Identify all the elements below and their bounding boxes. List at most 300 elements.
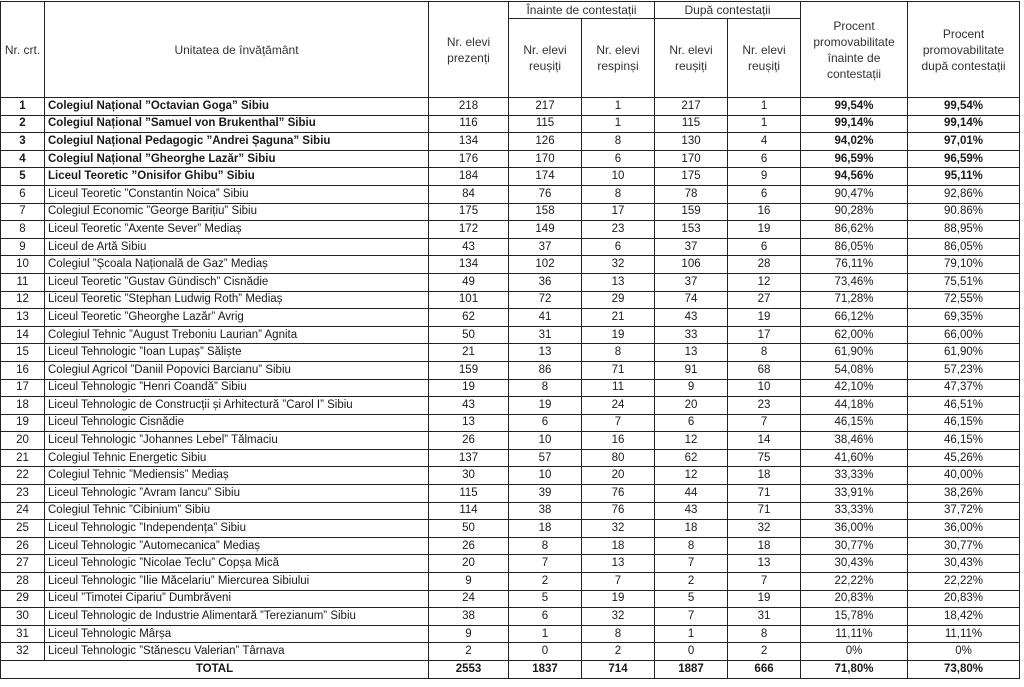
respinsi-inainte-cell: 16 [582, 432, 655, 450]
col-dupa-cell: 71 [728, 502, 801, 520]
header-group-dupa: După contestații [655, 2, 801, 19]
table-row [1, 432, 1020, 450]
school-name: Liceul Tehnologic de Construcții și Arhitectură ”Carol I” Sibiu [45, 397, 429, 415]
procent-dupa-cell: 75,51% [908, 273, 1020, 291]
row-number: 32 [1, 643, 45, 661]
reusiti-inainte-cell: 8 [509, 379, 582, 397]
procent-dupa-cell: 20,83% [908, 590, 1020, 608]
prezenti-cell: 184 [429, 168, 509, 186]
school-name: Liceul Tehnologic Cisnădie [45, 414, 429, 432]
col-dupa-cell: 14 [728, 432, 801, 450]
procent-dupa-cell: 40,00% [908, 467, 1020, 485]
procent-inainte-cell: 94,02% [801, 133, 908, 151]
procent-dupa-cell: 46,15% [908, 432, 1020, 450]
table-row [1, 344, 1020, 362]
col-dupa-cell: 28 [728, 256, 801, 274]
school-name: Liceul Teoretic ”Axente Sever” Mediaș [45, 221, 429, 239]
prezenti-cell: 20 [429, 555, 509, 573]
total-reusiti-inainte: 1837 [509, 661, 582, 679]
row-number: 18 [1, 397, 45, 415]
col-dupa-cell: 10 [728, 379, 801, 397]
col-dupa-cell: 13 [728, 555, 801, 573]
procent-inainte-cell: 99,14% [801, 115, 908, 133]
reusiti-dupa-cell: 37 [655, 238, 728, 256]
reusiti-inainte-cell: 174 [509, 168, 582, 186]
reusiti-dupa-cell: 74 [655, 291, 728, 309]
procent-dupa-cell: 69,35% [908, 309, 1020, 327]
procent-dupa-cell: 11,11% [908, 625, 1020, 643]
col-dupa-cell: 7 [728, 573, 801, 591]
col-dupa-cell: 18 [728, 537, 801, 555]
procent-inainte-cell: 90,47% [801, 185, 908, 203]
row-number: 2 [1, 115, 45, 133]
prezenti-cell: 172 [429, 221, 509, 239]
table-row [1, 133, 1020, 151]
col-dupa-cell: 6 [728, 185, 801, 203]
row-number: 19 [1, 414, 45, 432]
respinsi-inainte-cell: 76 [582, 502, 655, 520]
table-body [1, 98, 1020, 661]
procent-inainte-cell: 86,05% [801, 238, 908, 256]
reusiti-inainte-cell: 57 [509, 449, 582, 467]
table-row [1, 238, 1020, 256]
row-number: 30 [1, 608, 45, 626]
row-number: 17 [1, 379, 45, 397]
respinsi-inainte-cell: 32 [582, 608, 655, 626]
header-dupa-col2: Nr. elevi reușiți [728, 19, 801, 98]
table-row [1, 608, 1020, 626]
table-row [1, 221, 1020, 239]
prezenti-cell: 62 [429, 309, 509, 327]
respinsi-inainte-cell: 24 [582, 397, 655, 415]
table-row [1, 397, 1020, 415]
school-name: Colegiul ”Școala Națională de Gaz” Mediaș [45, 256, 429, 274]
respinsi-inainte-cell: 18 [582, 537, 655, 555]
reusiti-inainte-cell: 18 [509, 520, 582, 538]
results-table [0, 1, 1020, 679]
col-dupa-cell: 2 [728, 643, 801, 661]
row-number: 3 [1, 133, 45, 151]
row-number: 15 [1, 344, 45, 362]
procent-dupa-cell: 46,51% [908, 397, 1020, 415]
table-row [1, 98, 1020, 116]
prezenti-cell: 38 [429, 608, 509, 626]
respinsi-inainte-cell: 6 [582, 238, 655, 256]
table-row [1, 309, 1020, 327]
respinsi-inainte-cell: 8 [582, 185, 655, 203]
row-number: 24 [1, 502, 45, 520]
prezenti-cell: 43 [429, 238, 509, 256]
prezenti-cell: 24 [429, 590, 509, 608]
total-procent-inainte: 71,80% [801, 661, 908, 679]
col-dupa-cell: 19 [728, 590, 801, 608]
reusiti-dupa-cell: 130 [655, 133, 728, 151]
prezenti-cell: 176 [429, 150, 509, 168]
header-prezenti: Nr. elevi prezenți [429, 2, 509, 98]
reusiti-dupa-cell: 13 [655, 344, 728, 362]
procent-dupa-cell: 66,00% [908, 326, 1020, 344]
procent-dupa-cell: 88,95% [908, 221, 1020, 239]
prezenti-cell: 114 [429, 502, 509, 520]
col-dupa-cell: 8 [728, 344, 801, 362]
row-number: 9 [1, 238, 45, 256]
reusiti-inainte-cell: 1 [509, 625, 582, 643]
respinsi-inainte-cell: 8 [582, 344, 655, 362]
reusiti-dupa-cell: 1 [655, 625, 728, 643]
prezenti-cell: 116 [429, 115, 509, 133]
col-dupa-cell: 31 [728, 608, 801, 626]
header-inainte-reusiti: Nr. elevi reușiți [509, 19, 582, 98]
row-number: 1 [1, 98, 45, 116]
reusiti-dupa-cell: 159 [655, 203, 728, 221]
header-dupa-reusiti: Nr. elevi reușiți [655, 19, 728, 98]
col-dupa-cell: 1 [728, 98, 801, 116]
procent-inainte-cell: 22,22% [801, 573, 908, 591]
total-reusiti-dupa: 1887 [655, 661, 728, 679]
respinsi-inainte-cell: 80 [582, 449, 655, 467]
procent-dupa-cell: 86,05% [908, 238, 1020, 256]
procent-inainte-cell: 33,91% [801, 485, 908, 503]
reusiti-dupa-cell: 115 [655, 115, 728, 133]
school-name: Liceul Teoretic ”Constantin Noica” Sibiu [45, 185, 429, 203]
prezenti-cell: 50 [429, 326, 509, 344]
reusiti-inainte-cell: 31 [509, 326, 582, 344]
reusiti-inainte-cell: 115 [509, 115, 582, 133]
col-dupa-cell: 16 [728, 203, 801, 221]
school-name: Liceul Tehnologic ”Nicolae Teclu” Copșa Mică [45, 555, 429, 573]
reusiti-dupa-cell: 153 [655, 221, 728, 239]
respinsi-inainte-cell: 71 [582, 361, 655, 379]
respinsi-inainte-cell: 11 [582, 379, 655, 397]
table-row [1, 467, 1020, 485]
school-name: Colegiul Agricol ”Daniil Popovici Barcianu” Sibiu [45, 361, 429, 379]
procent-dupa-cell: 99,54% [908, 98, 1020, 116]
table-row [1, 361, 1020, 379]
row-number: 31 [1, 625, 45, 643]
col-dupa-cell: 75 [728, 449, 801, 467]
procent-dupa-cell: 97,01% [908, 133, 1020, 151]
procent-inainte-cell: 44,18% [801, 397, 908, 415]
procent-dupa-cell: 45,26% [908, 449, 1020, 467]
row-number: 13 [1, 309, 45, 327]
school-name: Liceul Tehnologic Mârșa [45, 625, 429, 643]
procent-dupa-cell: 38,26% [908, 485, 1020, 503]
procent-inainte-cell: 42,10% [801, 379, 908, 397]
prezenti-cell: 84 [429, 185, 509, 203]
reusiti-dupa-cell: 6 [655, 414, 728, 432]
procent-inainte-cell: 71,28% [801, 291, 908, 309]
procent-dupa-cell: 79,10% [908, 256, 1020, 274]
prezenti-cell: 115 [429, 485, 509, 503]
row-number: 6 [1, 185, 45, 203]
reusiti-dupa-cell: 12 [655, 432, 728, 450]
table-row [1, 502, 1020, 520]
procent-dupa-cell: 22,22% [908, 573, 1020, 591]
procent-dupa-cell: 30,77% [908, 537, 1020, 555]
procent-dupa-cell: 47,37% [908, 379, 1020, 397]
school-name: Liceul Tehnologic ”Ilie Măcelariu” Miercurea Sibiului [45, 573, 429, 591]
prezenti-cell: 137 [429, 449, 509, 467]
col-dupa-cell: 9 [728, 168, 801, 186]
respinsi-inainte-cell: 13 [582, 555, 655, 573]
respinsi-inainte-cell: 7 [582, 414, 655, 432]
reusiti-inainte-cell: 72 [509, 291, 582, 309]
procent-inainte-cell: 96,59% [801, 150, 908, 168]
prezenti-cell: 49 [429, 273, 509, 291]
total-col-dupa: 666 [728, 661, 801, 679]
reusiti-dupa-cell: 78 [655, 185, 728, 203]
row-number: 11 [1, 273, 45, 291]
school-name: Colegiul Național Pedagogic ”Andrei Șaguna” Sibiu [45, 133, 429, 151]
school-name: Liceul Teoretic ”Gustav Gündisch” Cisnădie [45, 273, 429, 291]
total-row [1, 661, 1020, 679]
respinsi-inainte-cell: 32 [582, 256, 655, 274]
reusiti-dupa-cell: 5 [655, 590, 728, 608]
procent-inainte-cell: 38,46% [801, 432, 908, 450]
col-dupa-cell: 19 [728, 309, 801, 327]
respinsi-inainte-cell: 19 [582, 590, 655, 608]
row-number: 10 [1, 256, 45, 274]
row-number: 25 [1, 520, 45, 538]
procent-dupa-cell: 37,72% [908, 502, 1020, 520]
row-number: 4 [1, 150, 45, 168]
respinsi-inainte-cell: 29 [582, 291, 655, 309]
respinsi-inainte-cell: 21 [582, 309, 655, 327]
school-name: Colegiul Economic ”George Barițiu” Sibiu [45, 203, 429, 221]
header-unitate: Unitatea de învățământ [45, 2, 429, 98]
procent-inainte-cell: 0% [801, 643, 908, 661]
table-row [1, 625, 1020, 643]
respinsi-inainte-cell: 2 [582, 643, 655, 661]
procent-inainte-cell: 46,15% [801, 414, 908, 432]
reusiti-inainte-cell: 6 [509, 414, 582, 432]
table-row [1, 256, 1020, 274]
prezenti-cell: 26 [429, 537, 509, 555]
reusiti-inainte-cell: 2 [509, 573, 582, 591]
school-name: Liceul Teoretic ”Gheorghe Lazăr” Avrig [45, 309, 429, 327]
reusiti-dupa-cell: 7 [655, 608, 728, 626]
school-name: Liceul ”Timotei Cipariu” Dumbrăveni [45, 590, 429, 608]
respinsi-inainte-cell: 6 [582, 150, 655, 168]
row-number: 28 [1, 573, 45, 591]
school-name: Colegiul Național ”Samuel von Brukenthal” Sibiu [45, 115, 429, 133]
procent-inainte-cell: 73,46% [801, 273, 908, 291]
prezenti-cell: 50 [429, 520, 509, 538]
school-name: Liceul Teoretic ”Onisifor Ghibu” Sibiu [45, 168, 429, 186]
row-number: 14 [1, 326, 45, 344]
col-dupa-cell: 17 [728, 326, 801, 344]
procent-inainte-cell: 33,33% [801, 502, 908, 520]
reusiti-inainte-cell: 37 [509, 238, 582, 256]
prezenti-cell: 9 [429, 573, 509, 591]
table-row [1, 291, 1020, 309]
row-number: 27 [1, 555, 45, 573]
school-name: Colegiul Național ”Gheorghe Lazăr” Sibiu [45, 150, 429, 168]
respinsi-inainte-cell: 8 [582, 133, 655, 151]
table-row [1, 555, 1020, 573]
procent-inainte-cell: 33,33% [801, 467, 908, 485]
reusiti-dupa-cell: 20 [655, 397, 728, 415]
procent-dupa-cell: 99,14% [908, 115, 1020, 133]
table-row [1, 414, 1020, 432]
school-name: Colegiul Tehnic Energetic Sibiu [45, 449, 429, 467]
prezenti-cell: 2 [429, 643, 509, 661]
school-name: Colegiul Tehnic ”Mediensis” Mediaș [45, 467, 429, 485]
procent-dupa-cell: 90.86% [908, 203, 1020, 221]
col-dupa-cell: 8 [728, 625, 801, 643]
reusiti-inainte-cell: 13 [509, 344, 582, 362]
table-row [1, 449, 1020, 467]
table-row [1, 643, 1020, 661]
school-name: Liceul Tehnologic ”Henri Coandă” Sibiu [45, 379, 429, 397]
procent-dupa-cell: 30,43% [908, 555, 1020, 573]
row-number: 7 [1, 203, 45, 221]
col-dupa-cell: 18 [728, 467, 801, 485]
procent-inainte-cell: 94,56% [801, 168, 908, 186]
respinsi-inainte-cell: 76 [582, 485, 655, 503]
table-row [1, 379, 1020, 397]
procent-inainte-cell: 30,77% [801, 537, 908, 555]
procent-dupa-cell: 95,11% [908, 168, 1020, 186]
procent-inainte-cell: 15,78% [801, 608, 908, 626]
header-nr-crt: Nr. crt. [1, 2, 45, 98]
header-row-1 [1, 2, 1020, 19]
prezenti-cell: 159 [429, 361, 509, 379]
reusiti-dupa-cell: 12 [655, 467, 728, 485]
reusiti-inainte-cell: 19 [509, 397, 582, 415]
prezenti-cell: 30 [429, 467, 509, 485]
reusiti-dupa-cell: 8 [655, 537, 728, 555]
procent-dupa-cell: 61,90% [908, 344, 1020, 362]
procent-dupa-cell: 46,15% [908, 414, 1020, 432]
procent-dupa-cell: 0% [908, 643, 1020, 661]
reusiti-inainte-cell: 158 [509, 203, 582, 221]
reusiti-inainte-cell: 10 [509, 432, 582, 450]
reusiti-inainte-cell: 76 [509, 185, 582, 203]
reusiti-dupa-cell: 175 [655, 168, 728, 186]
total-respinsi-inainte: 714 [582, 661, 655, 679]
reusiti-inainte-cell: 86 [509, 361, 582, 379]
col-dupa-cell: 4 [728, 133, 801, 151]
procent-dupa-cell: 92,86% [908, 185, 1020, 203]
reusiti-inainte-cell: 39 [509, 485, 582, 503]
row-number: 20 [1, 432, 45, 450]
reusiti-dupa-cell: 44 [655, 485, 728, 503]
row-number: 23 [1, 485, 45, 503]
procent-inainte-cell: 41,60% [801, 449, 908, 467]
school-name: Liceul Tehnologic de Industrie Alimentară ”Terezianum” Sibiu [45, 608, 429, 626]
prezenti-cell: 21 [429, 344, 509, 362]
header-procent-inainte: Procent promovabilitate înainte de contestații [801, 2, 908, 98]
row-number: 22 [1, 467, 45, 485]
school-name: Colegiul Tehnic ”Cibinium” Sibiu [45, 502, 429, 520]
col-dupa-cell: 71 [728, 485, 801, 503]
school-name: Liceul Tehnologic ”Independența” Sibiu [45, 520, 429, 538]
prezenti-cell: 19 [429, 379, 509, 397]
school-name: Liceul Tehnologic ”Stănescu Valerian” Târnava [45, 643, 429, 661]
procent-inainte-cell: 99,54% [801, 98, 908, 116]
reusiti-dupa-cell: 106 [655, 256, 728, 274]
col-dupa-cell: 19 [728, 221, 801, 239]
procent-inainte-cell: 76,11% [801, 256, 908, 274]
prezenti-cell: 175 [429, 203, 509, 221]
school-name: Liceul Tehnologic ”Avram Iancu” Sibiu [45, 485, 429, 503]
school-name: Liceul Tehnologic ”Automecanica” Mediaș [45, 537, 429, 555]
procent-dupa-cell: 96,59% [908, 150, 1020, 168]
reusiti-inainte-cell: 5 [509, 590, 582, 608]
row-number: 8 [1, 221, 45, 239]
table-row [1, 168, 1020, 186]
procent-dupa-cell: 72,55% [908, 291, 1020, 309]
col-dupa-cell: 27 [728, 291, 801, 309]
procent-dupa-cell: 57,23% [908, 361, 1020, 379]
reusiti-dupa-cell: 0 [655, 643, 728, 661]
col-dupa-cell: 23 [728, 397, 801, 415]
prezenti-cell: 9 [429, 625, 509, 643]
reusiti-dupa-cell: 217 [655, 98, 728, 116]
procent-dupa-cell: 36,00% [908, 520, 1020, 538]
reusiti-dupa-cell: 33 [655, 326, 728, 344]
respinsi-inainte-cell: 10 [582, 168, 655, 186]
col-dupa-cell: 12 [728, 273, 801, 291]
reusiti-inainte-cell: 217 [509, 98, 582, 116]
respinsi-inainte-cell: 1 [582, 115, 655, 133]
procent-inainte-cell: 11,11% [801, 625, 908, 643]
col-dupa-cell: 6 [728, 238, 801, 256]
total-procent-dupa: 73,80% [908, 661, 1020, 679]
procent-inainte-cell: 66,12% [801, 309, 908, 327]
table-row [1, 590, 1020, 608]
prezenti-cell: 134 [429, 133, 509, 151]
procent-inainte-cell: 30,43% [801, 555, 908, 573]
reusiti-dupa-cell: 18 [655, 520, 728, 538]
reusiti-dupa-cell: 7 [655, 555, 728, 573]
row-number: 5 [1, 168, 45, 186]
reusiti-inainte-cell: 36 [509, 273, 582, 291]
reusiti-inainte-cell: 149 [509, 221, 582, 239]
reusiti-dupa-cell: 43 [655, 309, 728, 327]
school-name: Liceul Tehnologic ”Johannes Lebel” Tălmaciu [45, 432, 429, 450]
table-row [1, 273, 1020, 291]
reusiti-dupa-cell: 170 [655, 150, 728, 168]
respinsi-inainte-cell: 8 [582, 625, 655, 643]
table-row [1, 115, 1020, 133]
reusiti-inainte-cell: 41 [509, 309, 582, 327]
header-inainte-respinsi: Nr. elevi respinși [582, 19, 655, 98]
col-dupa-cell: 1 [728, 115, 801, 133]
row-number: 26 [1, 537, 45, 555]
respinsi-inainte-cell: 20 [582, 467, 655, 485]
school-name: Colegiul Național ”Octavian Goga” Sibiu [45, 98, 429, 116]
school-name: Liceul Tehnologic ”Ioan Lupaș” Săliște [45, 344, 429, 362]
reusiti-inainte-cell: 10 [509, 467, 582, 485]
procent-dupa-cell: 18,42% [908, 608, 1020, 626]
prezenti-cell: 13 [429, 414, 509, 432]
respinsi-inainte-cell: 32 [582, 520, 655, 538]
row-number: 21 [1, 449, 45, 467]
reusiti-inainte-cell: 0 [509, 643, 582, 661]
col-dupa-cell: 68 [728, 361, 801, 379]
table-row [1, 185, 1020, 203]
col-dupa-cell: 32 [728, 520, 801, 538]
reusiti-inainte-cell: 126 [509, 133, 582, 151]
respinsi-inainte-cell: 17 [582, 203, 655, 221]
row-number: 12 [1, 291, 45, 309]
reusiti-inainte-cell: 7 [509, 555, 582, 573]
table-row [1, 326, 1020, 344]
procent-inainte-cell: 62,00% [801, 326, 908, 344]
total-label: TOTAL [1, 661, 429, 679]
